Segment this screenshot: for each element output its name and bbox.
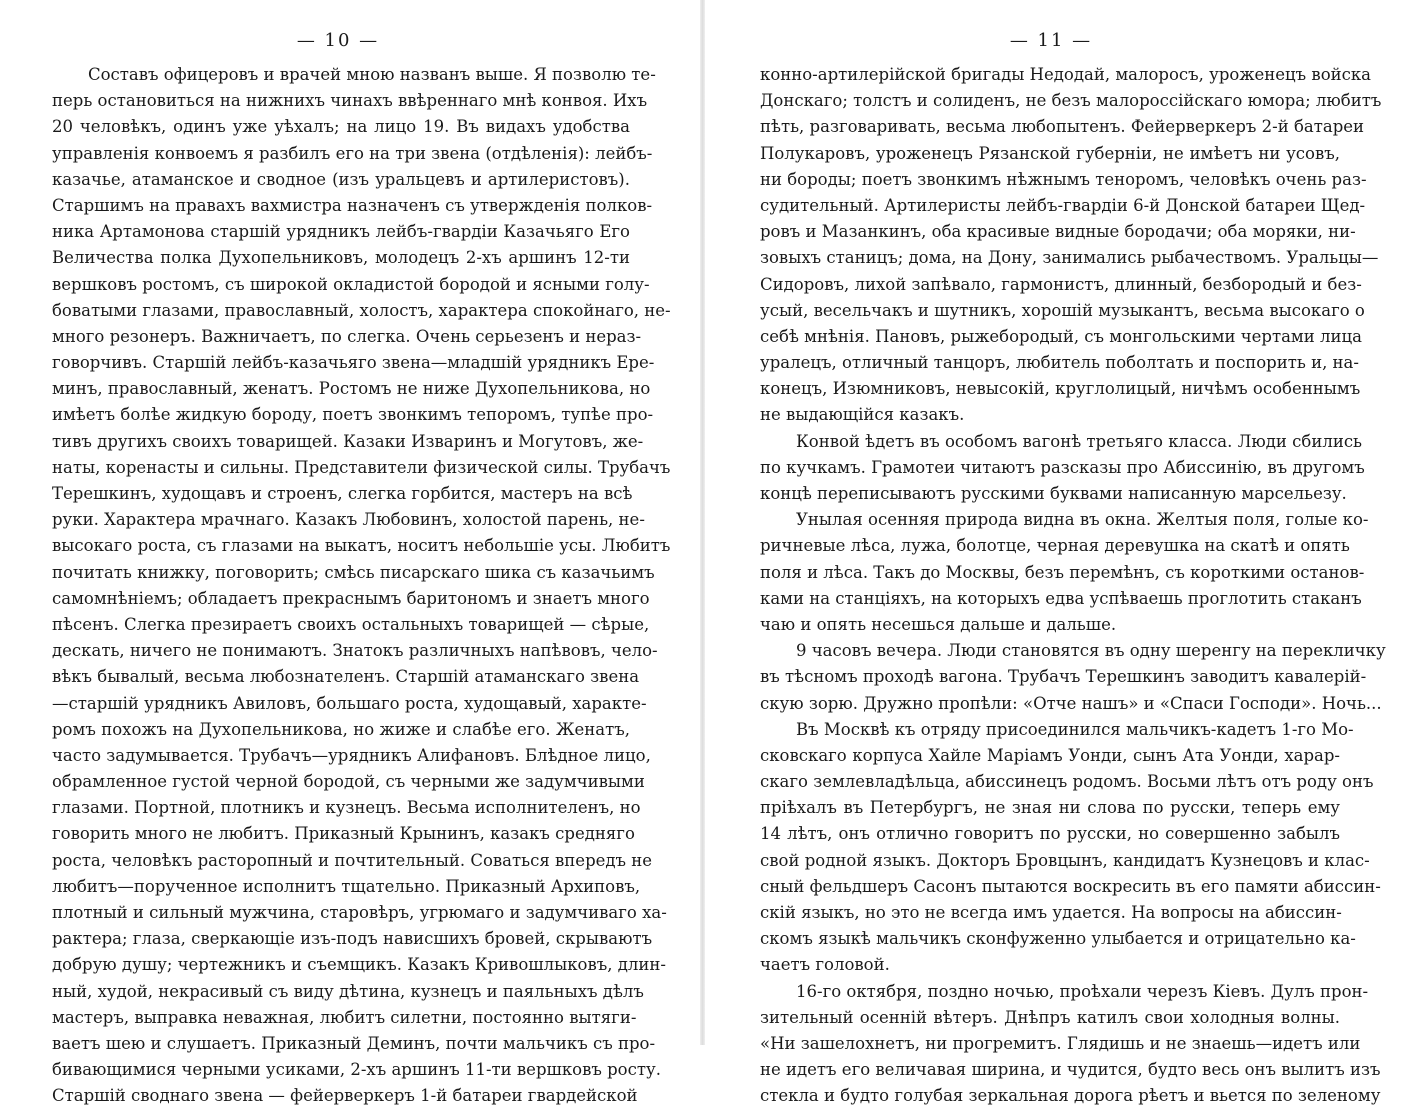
text-line: пріѣхалъ въ Петербургъ, не зная ни слова по русски, теперь ему	[760, 798, 1340, 818]
text-line: Сидоровъ, лихой запѣвало, гармонистъ, длинный, безбородый и без-	[760, 274, 1362, 294]
text-line: минъ, православный, женатъ. Ростомъ не ниже Духопельникова, но	[52, 379, 651, 399]
text-line: зительный осенній вѣтеръ. Днѣпръ катилъ свои холодныя волны.	[760, 1007, 1340, 1027]
text-line: чаетъ головой.	[760, 955, 890, 975]
right-page-text	[760, 62, 1386, 1110]
text-line: сный фельдшеръ Сасонъ пытаются воскресить въ его памяти абиссин-	[760, 876, 1381, 896]
text-line: бивающимися черными усиками, 2-хъ аршинъ 11-ти вершковъ росту.	[52, 1060, 661, 1080]
text-line: чаю и опять несешься дальше и дальше.	[760, 614, 1117, 634]
text-line: конецъ, Изюмниковъ, невысокій, круглолицый, ничѣмъ особеннымъ	[760, 379, 1361, 399]
text-line: пѣть, разговаривать, весьма любопытенъ. Фейерверкеръ 2-й батареи	[760, 117, 1365, 137]
text-line: любитъ—порученное исполнитъ тщательно. Приказный Архиповъ,	[52, 876, 641, 896]
text-line: высокаго роста, съ глазами на выкатъ, носитъ небольшіе усы. Любитъ	[52, 536, 671, 556]
text-line: зовыхъ станицъ; дома, на Дону, занимались рыбачествомъ. Уральцы—	[760, 248, 1379, 268]
text-line: Въ Москвѣ къ отряду присоединился мальчикъ-кадетъ 1-го Мо-	[796, 719, 1354, 739]
text-line: конно-артилерійской бригады Недодай, малоросъ, уроженецъ войска	[760, 65, 1372, 84]
right-page	[705, 0, 1405, 1106]
text-line: концѣ переписываютъ русскими буквами написанную марсельезу.	[760, 484, 1347, 503]
left-page-text	[52, 62, 671, 1110]
text-line: ромъ похожъ на Духопельникова, но жиже и слабѣе его. Женатъ,	[52, 719, 630, 739]
text-line: не идетъ его величавая ширина, и чудится, будто весь онъ вылитъ изъ	[760, 1060, 1381, 1080]
text-line: почитать книжку, поговорить; смѣсь писарскаго шика съ казачьимъ	[52, 562, 655, 582]
text-line: сковскаго корпуса Хайле Маріамъ Уонди, сынъ Ата Уонди, харар-	[760, 745, 1340, 765]
text-line: часто задумывается. Трубачъ—урядникъ Алифановъ. Блѣдное лицо,	[52, 745, 651, 765]
text-line: Величества полка Духопельниковъ, молодецъ 2-хъ аршинъ 12-ти	[52, 248, 630, 268]
text-line: 20 человѣкъ, одинъ уже уѣхалъ; на лицо 19. Въ видахъ удобства	[52, 117, 630, 137]
text-line: Составъ офицеровъ и врачей мною названъ выше. Я позволю те-	[88, 65, 656, 84]
text-line: много резонеръ. Важничаетъ, по слегка. Очень серьезенъ и нераз-	[52, 326, 642, 346]
text-line: казачье, атаманское и сводное (изъ уральцевъ и артилеристовъ).	[52, 169, 630, 189]
text-line: наты, коренасты и сильны. Представители физической силы. Трубачъ	[52, 457, 671, 477]
text-line: мастеръ, выправка неважная, любитъ силетни, постоянно вытяги-	[52, 1007, 637, 1027]
text-line: 16-го октября, поздно ночью, проѣхали черезъ Кіевъ. Дулъ прон-	[796, 981, 1369, 1001]
text-line: вѣкъ бывалый, весьма любознателенъ. Старшій атаманскаго звена	[52, 667, 640, 687]
page-number: — 11 —	[1009, 30, 1093, 51]
text-line: боватыми глазами, православный, холостъ, характера спокойнаго, не-	[52, 300, 671, 320]
text-line: 9 часовъ вечера. Люди становятся въ одну шеренгу на перекличку	[796, 641, 1386, 661]
text-line: —старшій урядникъ Авиловъ, большаго роста, худощавый, характе-	[52, 693, 647, 713]
text-line: ваетъ шею и слушаетъ. Приказный Деминъ, почти мальчикъ съ про-	[52, 1033, 656, 1053]
text-line: скій языкъ, но это не всегда имъ удается. На вопросы на абиссин-	[760, 903, 1342, 922]
page-number: — 10 —	[296, 30, 380, 51]
text-line: Старшимъ на правахъ вахмистра назначенъ съ утвержденія полков-	[52, 195, 653, 215]
text-line: самомнѣніемъ; обладаетъ прекраснымъ баритономъ и знаетъ много	[52, 588, 650, 608]
text-line: обрамленное густой черной бородой, съ черными же задумчивыми	[52, 772, 645, 792]
text-line: имѣетъ болѣе жидкую бороду, поетъ звонкимъ тепоромъ, тупѣе про-	[52, 405, 654, 425]
text-line: говорить много не любитъ. Приказный Крынинъ, казакъ средняго	[52, 824, 635, 844]
text-line: себѣ мнѣнія. Пановъ, рыжебородый, съ монгольскими чертами лица	[760, 326, 1362, 346]
text-line: «Ни зашелохнетъ, ни прогремитъ. Глядишь и не знаешь—идетъ или	[760, 1033, 1361, 1053]
text-line: Донскаго; толстъ и солиденъ, не безъ малороссійскаго юмора; любитъ	[760, 91, 1382, 111]
text-line: говорчивъ. Старшій лейбъ-казачьяго звена—младшій урядникъ Ере-	[52, 353, 655, 373]
text-line: роста, человѣкъ расторопный и почтительный. Соваться впередъ не	[52, 850, 653, 870]
text-line: скаго землевладѣльца, абиссинецъ родомъ. Восьми лѣтъ отъ роду онъ	[760, 772, 1374, 792]
text-line: ника Артамонова старшій урядникъ лейбъ-гвардіи Казачьяго Его	[52, 222, 630, 242]
text-line: руки. Характера мрачнаго. Казакъ Любовинъ, холостой парень, не-	[52, 510, 645, 530]
text-line: ровъ и Мазанкинъ, оба красивые видные бородачи; оба моряки, ни-	[760, 222, 1356, 242]
text-line: усый, весельчакъ и шутникъ, хорошій музыкантъ, весьма высокаго о	[760, 300, 1365, 320]
text-line: Конвой ѣдетъ въ особомъ вагонѣ третьяго класса. Люди сбились	[796, 431, 1363, 451]
text-line: перь остановиться на нижнихъ чинахъ ввѣреннаго мнѣ конвоя. Ихъ	[52, 91, 648, 111]
text-line: судительный. Артилеристы лейбъ-гвардіи 6-й Донской батареи Щед-	[760, 195, 1366, 215]
text-line: не выдающійся казакъ.	[760, 405, 965, 425]
left-page	[0, 0, 700, 1106]
text-line: Старшій своднаго звена — фейерверкеръ 1-й батареи гвардейской	[52, 1086, 638, 1106]
text-line: ками на станціяхъ, на которыхъ едва успѣваешь проглотить стаканъ	[760, 588, 1362, 608]
text-line: ни бороды; поетъ звонкимъ нѣжнымъ теноромъ, человѣкъ очень раз-	[760, 169, 1367, 189]
text-line: Терешкинъ, худощавъ и строенъ, слегка горбится, мастеръ на всѣ	[52, 484, 633, 503]
text-line: 14 лѣтъ, онъ отлично говоритъ по русски, но совершенно забылъ	[760, 824, 1340, 844]
text-line: добрую душу; чертежникъ и съемщикъ. Казакъ Кривошлыковъ, длин-	[52, 955, 666, 975]
text-line: скомъ языкѣ мальчикъ сконфуженно улыбается и отрицательно ка-	[760, 929, 1356, 949]
text-line: управленія конвоемъ я разбилъ его на три звена (отдѣленія): лейбъ-	[52, 143, 653, 163]
text-line: пѣсенъ. Слегка презираетъ своихъ остальныхъ товарищей — сѣрые,	[52, 614, 650, 634]
text-line: въ тѣсномъ проходѣ вагона. Трубачъ Терешкинъ заводитъ кавалерій-	[760, 667, 1367, 687]
text-line: рактера; глаза, сверкающіе изъ-подъ нависшихъ бровей, скрываютъ	[52, 929, 653, 949]
text-line: скую зорю. Дружно пропѣли: «Отче нашъ» и «Спаси Господи». Ночь...	[760, 693, 1382, 713]
text-line: поля и лѣса. Такъ до Москвы, безъ перемѣнъ, съ короткими останов-	[760, 562, 1365, 582]
text-line: ричневые лѣса, лужа, болотце, черная деревушка на скатѣ и опять	[760, 536, 1350, 556]
text-line: глазами. Портной, плотникъ и кузнецъ. Весьма исполнителенъ, но	[52, 798, 641, 818]
text-line: свой родной языкъ. Докторъ Бровцынъ, кандидатъ Кузнецовъ и клас-	[760, 850, 1370, 870]
text-line: плотный и сильный мужчина, старовѣръ, угрюмаго и задумчиваго ха-	[52, 903, 667, 922]
text-line: вершковъ ростомъ, съ широкой окладистой бородой и ясными голу-	[52, 274, 650, 294]
text-line: дескать, ничего не понимаютъ. Знатокъ различныхъ напѣвовъ, чело-	[52, 641, 658, 661]
text-line: по кучкамъ. Грамотеи читаютъ разсказы про Абиссинію, въ другомъ	[760, 457, 1365, 477]
text-line: уралецъ, отличный танцоръ, любитель поболтать и поспорить и, на-	[760, 353, 1359, 373]
text-line: Полукаровъ, уроженецъ Рязанской губерніи, не имѣетъ ни усовъ,	[760, 143, 1340, 163]
text-line: стекла и будто голубая зеркальная дорога рѣетъ и вьется по зеленому	[760, 1086, 1381, 1106]
text-line: ный, худой, некрасивый съ виду дѣтина, кузнецъ и паяльныхъ дѣлъ	[52, 981, 644, 1001]
text-line: Унылая осенняя природа видна въ окна. Желтыя поля, голые ко-	[796, 510, 1369, 530]
text-line: тивъ другихъ своихъ товарищей. Казаки Изваринъ и Могутовъ, же-	[52, 431, 644, 451]
